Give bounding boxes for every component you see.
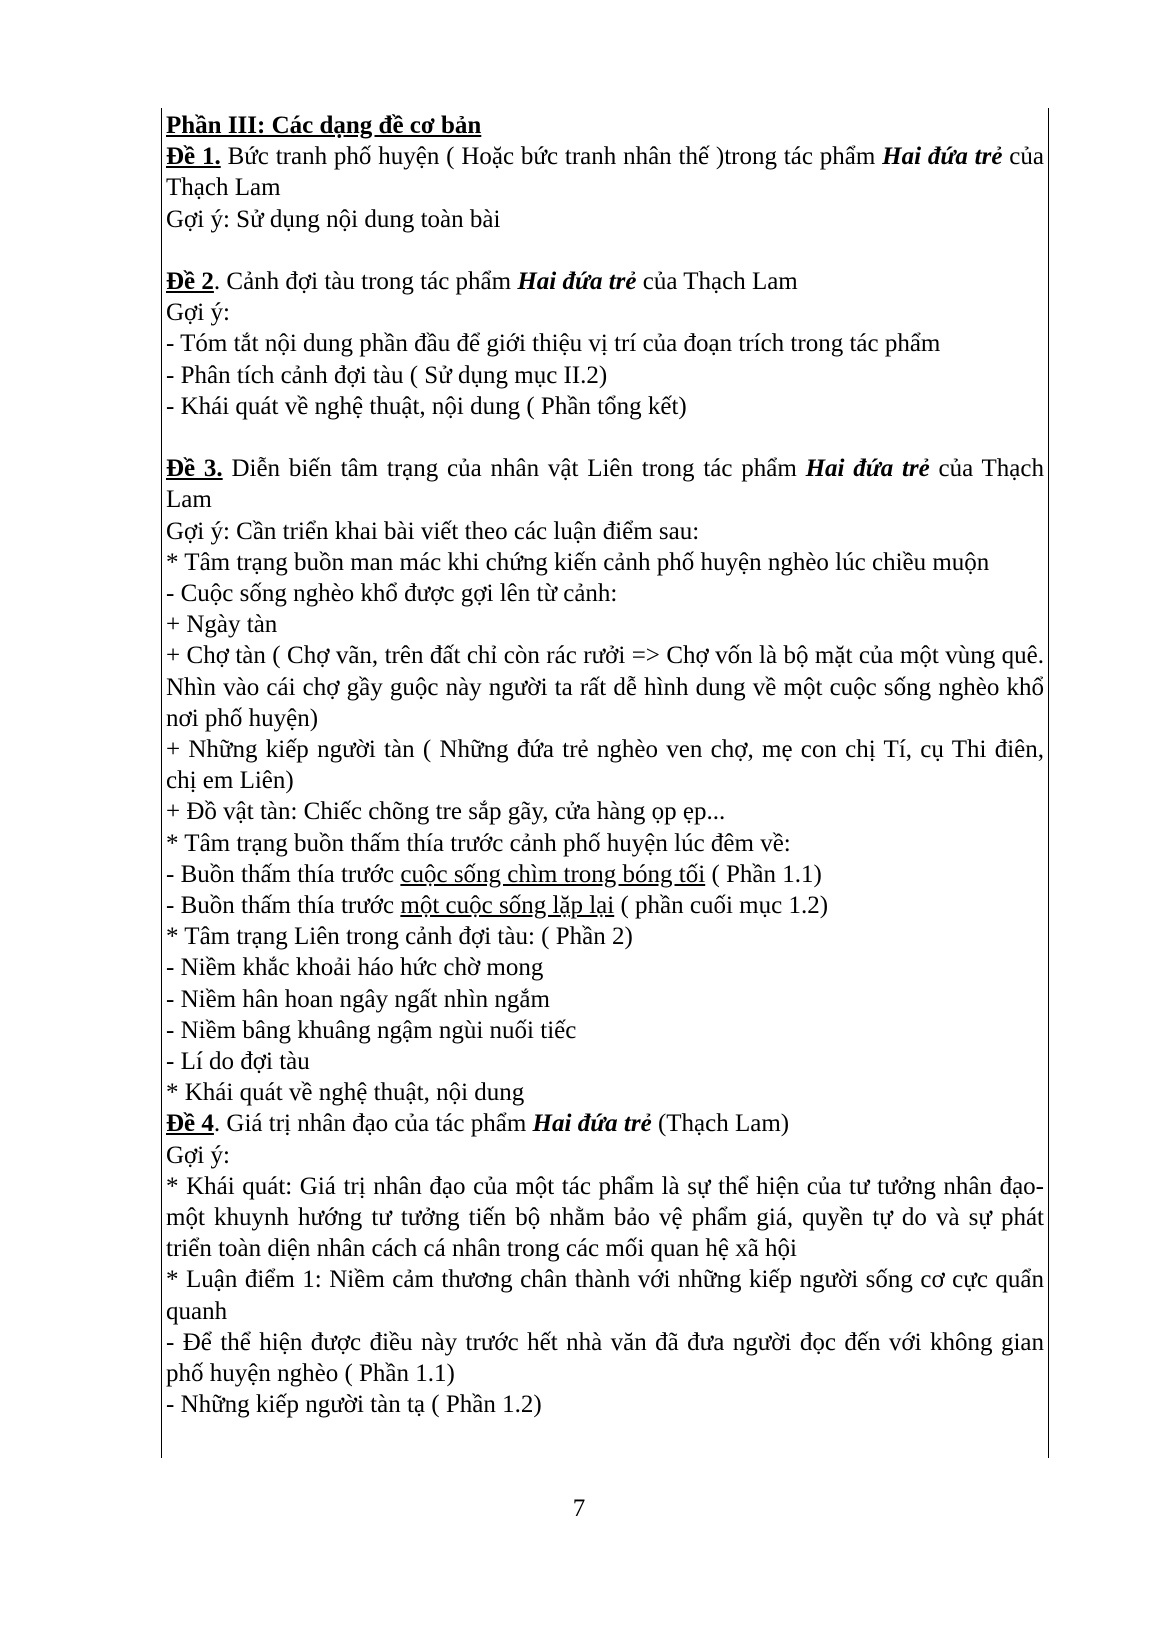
list-item: - Tóm tắt nội dung phần đầu để giới thiệu vị trí của đoạn trích trong tác phẩm xyxy=(166,330,941,358)
list-item: - Buồn thấm thía trước một cuộc sống lặp lại ( phần cuối mục 1.2) xyxy=(166,892,829,920)
list-item: - Niềm bâng khuâng ngậm ngùi nuối tiếc xyxy=(166,1016,577,1044)
spacer xyxy=(166,422,1044,453)
list-item: * Tâm trạng buồn thấm thía trước cảnh phố huyện lúc đêm về: xyxy=(166,829,791,857)
work-title: Hai đứa trẻ xyxy=(532,1110,652,1138)
de3-hint: Gợi ý: Cần triển khai bài viết theo các luận điểm sau: xyxy=(166,517,700,545)
list-item: * Khái quát về nghệ thuật, nội dung xyxy=(166,1079,525,1107)
list-item: * Tâm trạng buồn man mác khi chứng kiến cảnh phố huyện nghèo lúc chiều muộn xyxy=(166,548,990,576)
de4-label: Đề 4 xyxy=(166,1110,214,1138)
list-item: - Khái quát về nghệ thuật, nội dung ( Phần tổng kết) xyxy=(166,392,687,420)
list-item: - Lí do đợi tàu xyxy=(166,1048,310,1076)
de2-hint-label: Gợi ý: xyxy=(166,299,230,327)
list-item: + Đồ vật tàn: Chiếc chõng tre sắp gãy, cửa hàng ọp ẹp... xyxy=(166,798,726,826)
list-item: * Khái quát: Giá trị nhân đạo của một tác phẩm là sự thể hiện của tư tưởng nhân đạo- một khuynh hướng tư tưởng tiến bộ nhằm bảo vệ phẩm giá, quyền tự do và sự phát triển toàn diện nhân cách cá nhân trong các mối quan hệ xã hội xyxy=(166,1172,1044,1263)
de4-heading: Đề 4. Giá trị nhân đạo của tác phẩm Hai đứa trẻ (Thạch Lam) xyxy=(166,1110,790,1138)
work-title: Hai đứa trẻ xyxy=(882,143,1003,171)
de2-heading: Đề 2. Cảnh đợi tàu trong tác phẩm Hai đứa trẻ của Thạch Lam xyxy=(166,268,798,295)
de3-heading: Đề 3. Diễn biến tâm trạng của nhân vật Liên trong tác phẩm Hai đứa trẻ của Thạch Lam xyxy=(166,455,1045,514)
document-body xyxy=(166,110,1044,1421)
de1-hint: Gợi ý: Sử dụng nội dung toàn bài xyxy=(166,205,501,233)
work-title: Hai đứa trẻ xyxy=(517,268,637,295)
de1-heading: Đề 1. Bức tranh phố huyện ( Hoặc bức tranh nhân thế )trong tác phẩm Hai đứa trẻ của Thạch Lam xyxy=(166,143,1044,202)
spacer xyxy=(166,235,1044,266)
underlined-phrase: một cuộc sống lặp lại xyxy=(400,892,615,920)
de3-label: Đề 3. xyxy=(166,455,223,483)
list-item: - Phân tích cảnh đợi tàu ( Sử dụng mục II.2) xyxy=(166,361,608,389)
list-item: - Để thể hiện được điều này trước hết nhà văn đã đưa người đọc đến với không gian phố huyện nghèo ( Phần 1.1) xyxy=(166,1328,1044,1388)
work-title: Hai đứa trẻ xyxy=(805,455,930,483)
list-item: - Những kiếp người tàn tạ ( Phần 1.2) xyxy=(166,1391,542,1419)
list-item: - Niềm hân hoan ngây ngất nhìn ngắm xyxy=(166,985,550,1013)
list-item: * Luận điểm 1: Niềm cảm thương chân thành với những kiếp người sống cơ cực quẩn quanh xyxy=(166,1266,1044,1325)
list-item: + Những kiếp người tàn ( Những đứa trẻ nghèo ven chợ, mẹ con chị Tí, cụ Thi điên, chị em Liên) xyxy=(166,736,1044,795)
de4-hint-label: Gợi ý: xyxy=(166,1141,230,1169)
list-item: - Niềm khắc khoải háo hức chờ mong xyxy=(166,954,544,982)
underlined-phrase: cuộc sống chìm trong bóng tối xyxy=(400,860,706,888)
list-item: - Cuộc sống nghèo khổ được gợi lên từ cảnh: xyxy=(166,580,618,608)
de1-label: Đề 1. xyxy=(166,143,221,171)
list-item: - Buồn thấm thía trước cuộc sống chìm trong bóng tối ( Phần 1.1) xyxy=(166,860,822,888)
page-number: 7 xyxy=(572,1495,586,1522)
list-item: + Ngày tàn xyxy=(166,611,278,639)
section-title: Phần III: Các dạng đề cơ bản xyxy=(166,112,482,139)
list-item: + Chợ tàn ( Chợ vãn, trên đất chỉ còn rác rưởi => Chợ vốn là bộ mặt của một vùng quê. Nhìn vào cái chợ gầy guộc này người ta rất dễ hình dung về một cuộc sống nghèo khổ nơi phố huyện) xyxy=(166,642,1044,732)
de2-label: Đề 2 xyxy=(166,268,214,295)
list-item: * Tâm trạng Liên trong cảnh đợi tàu: ( Phần 2) xyxy=(166,923,633,951)
